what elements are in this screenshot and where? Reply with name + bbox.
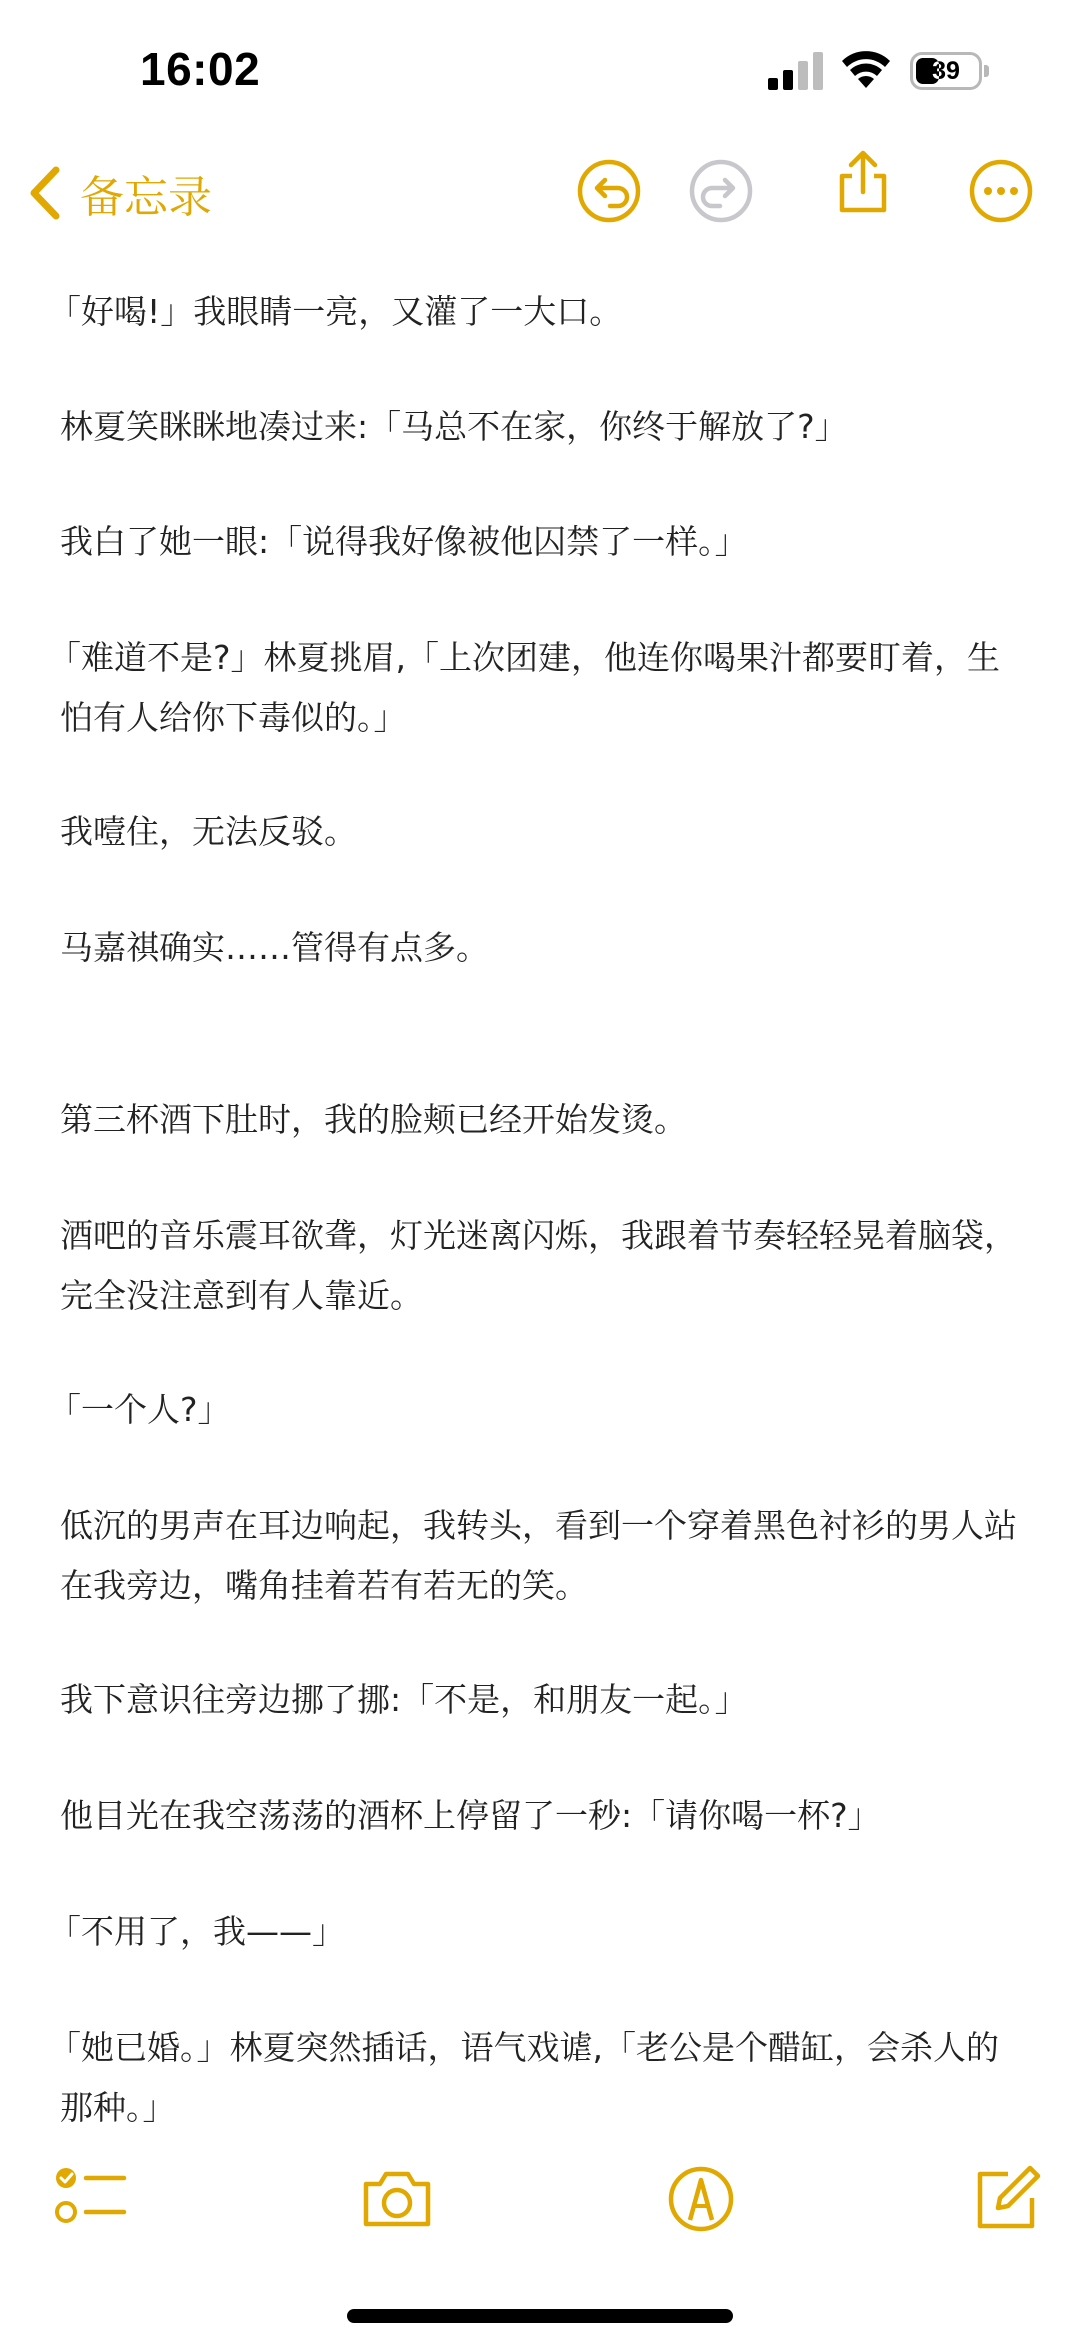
undo-icon[interactable]	[576, 158, 642, 224]
more-icon[interactable]	[968, 158, 1034, 224]
share-icon[interactable]	[830, 150, 896, 216]
back-label: 备忘录	[80, 172, 212, 223]
checklist-icon[interactable]	[52, 2160, 130, 2238]
note-paragraph: 「不用了，我——」	[48, 1912, 345, 1951]
note-paragraph: 「难道不是?」林夏挑眉,「上次团建，他连你喝果汁都要盯着，生怕有人给你下毒似的。」	[48, 638, 1001, 737]
note-paragraph: 我噎住，无法反驳。	[60, 812, 357, 851]
home-indicator[interactable]	[347, 2309, 733, 2323]
note-paragraph: 低沉的男声在耳边响起，我转头，看到一个穿着黑色衬衫的男人站在我旁边，嘴角挂着若有若无的笑。	[60, 1506, 1017, 1605]
note-paragraph: 酒吧的音乐震耳欲聋，灯光迷离闪烁，我跟着节奏轻轻晃着脑袋，完全没注意到有人靠近。	[60, 1216, 1017, 1315]
redo-icon[interactable]	[688, 158, 754, 224]
battery-level: 39	[932, 57, 960, 85]
note-paragraph: 「好喝!」我眼睛一亮，又灌了一大口。	[48, 292, 623, 331]
bottom-toolbar	[0, 2160, 1080, 2260]
status-time: 16:02	[140, 43, 261, 95]
note-paragraph: 「一个人?」	[48, 1390, 231, 1429]
note-body[interactable]	[0, 262, 1080, 2142]
status-bar	[0, 0, 1080, 140]
back-button[interactable]	[28, 158, 212, 228]
compose-icon[interactable]	[968, 2160, 1046, 2238]
note-paragraph: 林夏笑眯眯地凑过来:「马总不在家，你终于解放了?」	[60, 407, 848, 446]
note-paragraph: 我白了她一眼:「说得我好像被他囚禁了一样。」	[60, 522, 748, 561]
battery-indicator	[910, 52, 990, 90]
nav-bar	[0, 140, 1080, 250]
note-paragraph: 他目光在我空荡荡的酒杯上停留了一秒:「请你喝一杯?」	[60, 1796, 881, 1835]
cellular-signal-icon	[768, 52, 826, 90]
battery-cap	[984, 65, 989, 77]
note-paragraph: 马嘉祺确实……管得有点多。	[60, 928, 489, 967]
chevron-left-icon	[28, 166, 62, 220]
markup-icon[interactable]	[662, 2160, 740, 2238]
note-paragraph: 第三杯酒下肚时，我的脸颊已经开始发烫。	[60, 1100, 687, 1139]
note-paragraph: 「她已婚。」林夏突然插话，语气戏谑,「老公是个醋缸，会杀人的那种。」	[48, 2028, 999, 2127]
note-paragraph: 我下意识往旁边挪了挪:「不是，和朋友一起。」	[60, 1680, 748, 1719]
wifi-icon	[840, 50, 892, 90]
camera-icon[interactable]	[358, 2160, 436, 2238]
